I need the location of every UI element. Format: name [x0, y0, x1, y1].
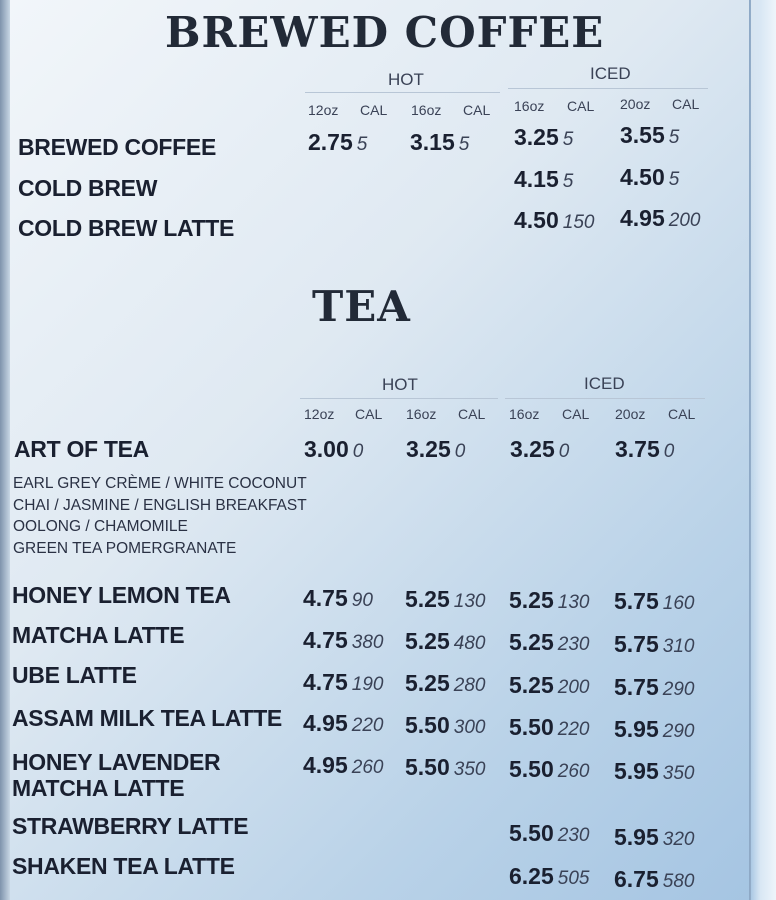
calories: 260	[557, 761, 590, 782]
price-cell-iced-20oz	[614, 758, 694, 785]
board-right-edge	[750, 0, 776, 900]
price: 3.25	[514, 124, 559, 150]
menu-item-name: COLD BREW LATTE	[18, 215, 235, 241]
price: 5.25	[405, 586, 450, 612]
price: 6.75	[614, 866, 659, 892]
price-cell-iced-20oz	[614, 824, 694, 851]
calories: 220	[557, 719, 590, 740]
coffee-subheader: CAL	[360, 102, 388, 118]
menu-item-name: ASSAM MILK TEA LATTE	[12, 705, 282, 731]
calories: 0	[663, 441, 675, 462]
tea-iced-header: ICED	[584, 374, 625, 393]
calories: 350	[662, 763, 695, 784]
price-cell-iced-20oz	[614, 674, 694, 701]
calories: 580	[662, 871, 695, 892]
calories: 160	[662, 593, 695, 614]
price: 3.15	[410, 129, 455, 155]
price-cell-hot-16oz	[406, 436, 465, 463]
calories: 505	[557, 868, 590, 889]
menu-item-name: STRAWBERRY LATTE	[12, 813, 249, 839]
coffee-subheader: 20oz	[620, 96, 651, 112]
price: 5.25	[509, 587, 554, 613]
menu-item-name-line: HONEY LAVENDER	[12, 749, 221, 775]
calories: 0	[558, 441, 570, 462]
calories: 200	[668, 210, 701, 231]
price: 5.25	[509, 629, 554, 655]
calories: 0	[352, 441, 364, 462]
price: 4.95	[303, 752, 348, 778]
price-cell-hot-12oz	[308, 129, 367, 156]
price: 5.50	[509, 714, 554, 740]
calories: 200	[557, 677, 590, 698]
price-cell-hot-12oz	[303, 710, 383, 737]
price-cell-iced-20oz	[620, 205, 700, 232]
coffee-subheader: CAL	[567, 98, 595, 114]
tea-subheader: 12oz	[304, 406, 335, 422]
tea-subheader: CAL	[668, 406, 696, 422]
calories: 290	[662, 679, 695, 700]
price: 5.50	[509, 820, 554, 846]
calories: 190	[351, 674, 384, 695]
price-cell-iced-16oz	[514, 124, 573, 151]
calories: 130	[453, 591, 486, 612]
price-cell-iced-16oz	[509, 756, 589, 783]
price-cell-iced-16oz	[509, 863, 589, 890]
calories: 350	[453, 759, 486, 780]
tea-subheader: 16oz	[509, 406, 540, 422]
price-cell-iced-20oz	[614, 588, 694, 615]
calories: 320	[662, 829, 695, 850]
calories: 260	[351, 757, 384, 778]
price-cell-hot-12oz	[304, 436, 363, 463]
price-cell-hot-12oz	[303, 752, 383, 779]
coffee-iced-header: ICED	[590, 64, 631, 83]
calories: 5	[458, 134, 470, 155]
price-cell-iced-20oz	[614, 866, 694, 893]
price: 4.50	[514, 207, 559, 233]
coffee-hot-rule	[305, 92, 500, 93]
price: 4.15	[514, 166, 559, 192]
price: 5.75	[614, 631, 659, 657]
menu-item-name: SHAKEN TEA LATTE	[12, 853, 235, 879]
price-cell-iced-16oz	[509, 587, 589, 614]
price: 5.95	[614, 716, 659, 742]
coffee-hot-header: HOT	[388, 70, 424, 89]
price-cell-iced-16oz	[509, 714, 589, 741]
price-cell-iced-16oz	[509, 820, 589, 847]
calories: 5	[668, 169, 680, 190]
menu-item-name	[12, 749, 220, 801]
menu-item-name: COLD BREW	[18, 175, 158, 201]
calories: 230	[557, 634, 590, 655]
price: 2.75	[308, 129, 353, 155]
tea-subheader: CAL	[355, 406, 383, 422]
price-cell-hot-16oz	[405, 586, 485, 613]
price-cell-hot-16oz	[405, 628, 485, 655]
calories: 5	[356, 134, 368, 155]
coffee-iced-rule	[508, 88, 708, 89]
board-left-edge	[0, 0, 10, 900]
price: 5.50	[405, 712, 450, 738]
price: 4.75	[303, 627, 348, 653]
price: 4.95	[620, 205, 665, 231]
price: 4.95	[303, 710, 348, 736]
price-cell-hot-16oz	[410, 129, 469, 156]
calories: 5	[562, 171, 574, 192]
price: 5.50	[405, 754, 450, 780]
calories: 380	[351, 632, 384, 653]
price-cell-iced-20oz	[620, 122, 679, 149]
price-cell-hot-12oz	[303, 627, 383, 654]
price: 5.50	[509, 756, 554, 782]
tea-subheader: 20oz	[615, 406, 646, 422]
art-of-tea-flavor-list	[13, 473, 307, 559]
tea-iced-rule	[505, 398, 705, 399]
price: 4.50	[620, 164, 665, 190]
price-cell-iced-20oz	[620, 164, 679, 191]
price: 3.55	[620, 122, 665, 148]
calories: 130	[557, 592, 590, 613]
price: 5.75	[614, 674, 659, 700]
calories: 0	[454, 441, 466, 462]
tea-subheader: 16oz	[406, 406, 437, 422]
flavor-line: GREEN TEA POMERGRANATE	[13, 539, 237, 557]
price-cell-iced-20oz	[615, 436, 674, 463]
menu-item-name: ART OF TEA	[14, 436, 149, 462]
price: 5.25	[405, 670, 450, 696]
price: 6.25	[509, 863, 554, 889]
price: 5.95	[614, 758, 659, 784]
price: 3.75	[615, 436, 660, 462]
calories: 5	[562, 129, 574, 150]
price-cell-iced-16oz	[509, 672, 589, 699]
price: 4.75	[303, 585, 348, 611]
tea-hot-rule	[300, 398, 498, 399]
price-cell-iced-16oz	[510, 436, 569, 463]
section-title-tea: TEA	[312, 282, 411, 331]
coffee-subheader: 12oz	[308, 102, 339, 118]
price-cell-iced-20oz	[614, 716, 694, 743]
calories: 300	[453, 717, 486, 738]
price-cell-iced-20oz	[614, 631, 694, 658]
menu-item-name: UBE LATTE	[12, 662, 137, 688]
price-cell-hot-16oz	[405, 712, 485, 739]
price-cell-iced-16oz	[514, 166, 573, 193]
flavor-line: OOLONG / CHAMOMILE	[13, 518, 188, 535]
price-cell-iced-16oz	[509, 629, 589, 656]
coffee-subheader: 16oz	[411, 102, 442, 118]
calories: 230	[557, 825, 590, 846]
price: 5.25	[509, 672, 554, 698]
price-cell-hot-16oz	[405, 754, 485, 781]
coffee-subheader: CAL	[463, 102, 491, 118]
price-cell-hot-16oz	[405, 670, 485, 697]
price-cell-hot-12oz	[303, 669, 383, 696]
menu-item-name: HONEY LEMON TEA	[12, 582, 231, 608]
calories: 220	[351, 715, 384, 736]
calories: 150	[562, 212, 595, 233]
coffee-subheader: CAL	[672, 96, 700, 112]
price: 5.95	[614, 824, 659, 850]
flavor-line: CHAI / JASMINE / ENGLISH BREAKFAST	[13, 496, 307, 514]
tea-subheader: CAL	[458, 406, 486, 422]
price: 3.25	[406, 436, 451, 462]
coffee-subheader: 16oz	[514, 98, 545, 114]
calories: 310	[662, 636, 695, 657]
price: 3.25	[510, 436, 555, 462]
menu-item-name: MATCHA LATTE	[12, 622, 185, 648]
flavor-line: EARL GREY CRÈME / WHITE COCONUT	[13, 475, 307, 492]
calories: 5	[668, 127, 680, 148]
calories: 280	[453, 675, 486, 696]
tea-subheader: CAL	[562, 406, 590, 422]
price: 5.75	[614, 588, 659, 614]
price: 5.25	[405, 628, 450, 654]
tea-hot-header: HOT	[382, 375, 418, 394]
price-cell-hot-12oz	[303, 585, 373, 612]
menu-item-name-line: MATCHA LATTE	[12, 775, 185, 801]
section-title-brewed-coffee: BREWED COFFEE	[165, 8, 605, 57]
calories: 90	[351, 590, 373, 611]
calories: 480	[453, 633, 486, 654]
price: 4.75	[303, 669, 348, 695]
calories: 290	[662, 721, 695, 742]
menu-item-name: BREWED COFFEE	[18, 134, 216, 160]
price: 3.00	[304, 436, 349, 462]
price-cell-iced-16oz	[514, 207, 594, 234]
